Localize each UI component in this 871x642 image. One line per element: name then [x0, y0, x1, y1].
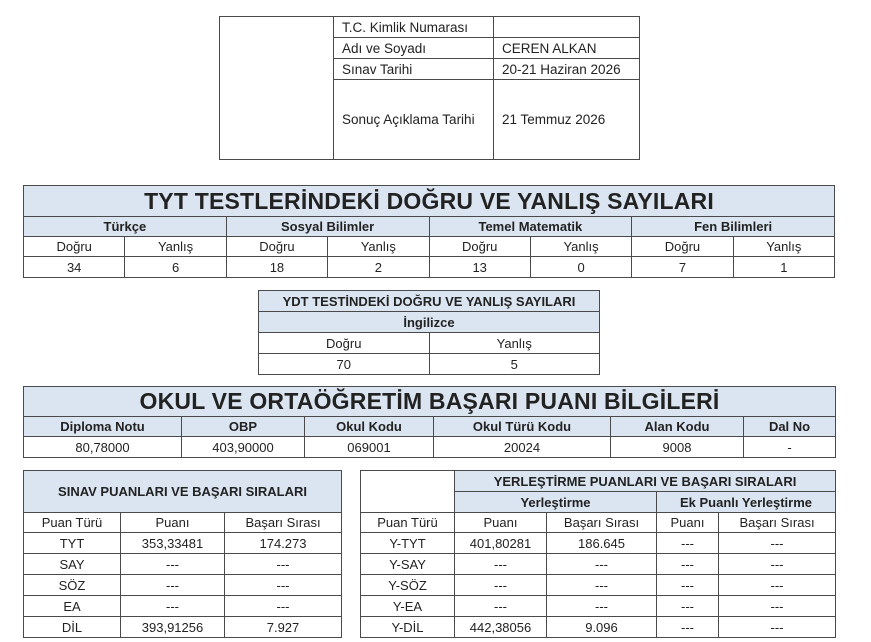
school-value: - — [744, 437, 836, 458]
school-value: 403,90000 — [182, 437, 305, 458]
extra-rank: --- — [719, 533, 836, 554]
identity-value: 21 Temmuz 2026 — [494, 80, 640, 160]
dogru-value: 70 — [259, 354, 430, 375]
school-header: Okul Türü Kodu — [434, 417, 611, 437]
identity-value: CEREN ALKAN — [494, 38, 640, 59]
school-header: Okul Kodu — [305, 417, 434, 437]
photo-placeholder — [220, 17, 334, 160]
placement-type: Y-SÖZ — [361, 575, 455, 596]
yanlis-header: Yanlış — [530, 237, 631, 257]
extra-rank: --- — [719, 575, 836, 596]
placement-header: Başarı Sırası — [547, 513, 657, 533]
dogru-header: Doğru — [259, 333, 430, 354]
dogru-header: Doğru — [632, 237, 733, 257]
ydt-results-table — [258, 290, 600, 375]
school-value: 20024 — [434, 437, 611, 458]
identity-table — [219, 16, 640, 160]
score-rank: --- — [225, 596, 342, 617]
tyt-subject: Sosyal Bilimler — [226, 217, 429, 237]
placement-rank: --- — [547, 575, 657, 596]
dogru-header: Doğru — [24, 237, 125, 257]
extra-score: --- — [657, 617, 719, 638]
exam-scores-table — [23, 470, 342, 638]
score-rank: --- — [225, 575, 342, 596]
extra-score: --- — [657, 554, 719, 575]
score-value: --- — [121, 596, 225, 617]
placement-header: Başarı Sırası — [719, 513, 836, 533]
placement-score: 442,38056 — [455, 617, 547, 638]
tyt-results-table — [23, 185, 835, 278]
yanlis-header: Yanlış — [328, 237, 429, 257]
school-header: OBP — [182, 417, 305, 437]
school-value: 80,78000 — [24, 437, 182, 458]
identity-label: Adı ve Soyadı — [334, 38, 494, 59]
placement-group: Ek Puanlı Yerleştirme — [657, 492, 836, 513]
dogru-value: 34 — [24, 257, 125, 278]
identity-label: Sonuç Açıklama Tarihi — [334, 80, 494, 160]
yanlis-value: 1 — [733, 257, 834, 278]
school-header: Diploma Notu — [24, 417, 182, 437]
tyt-title: TYT TESTLERİNDEKİ DOĞRU VE YANLIŞ SAYILARI — [24, 186, 835, 217]
tyt-subject: Türkçe — [24, 217, 227, 237]
extra-rank: --- — [719, 617, 836, 638]
placement-rank: --- — [547, 554, 657, 575]
yanlis-header: Yanlış — [125, 237, 226, 257]
tyt-subject: Temel Matematik — [429, 217, 632, 237]
placement-group: Yerleştirme — [455, 492, 657, 513]
school-header: Alan Kodu — [611, 417, 744, 437]
placement-empty-corner — [361, 471, 455, 513]
score-header: Puanı — [121, 513, 225, 533]
score-value: 353,33481 — [121, 533, 225, 554]
school-value: 9008 — [611, 437, 744, 458]
ydt-subject: İngilizce — [259, 312, 600, 333]
placement-type: Y-EA — [361, 596, 455, 617]
placement-rank: 9.096 — [547, 617, 657, 638]
school-header: Dal No — [744, 417, 836, 437]
placement-type: Y-TYT — [361, 533, 455, 554]
yanlis-value: 5 — [429, 354, 600, 375]
dogru-value: 13 — [429, 257, 530, 278]
placement-score: 401,80281 — [455, 533, 547, 554]
dogru-header: Doğru — [429, 237, 530, 257]
identity-label: Sınav Tarihi — [334, 59, 494, 80]
school-title: OKUL VE ORTAÖĞRETİM BAŞARI PUANI BİLGİLERİ — [24, 387, 836, 417]
tyt-subject: Fen Bilimleri — [632, 217, 835, 237]
identity-value — [494, 17, 640, 38]
placement-rank: 186.645 — [547, 533, 657, 554]
placement-score: --- — [455, 575, 547, 596]
score-value: --- — [121, 554, 225, 575]
placement-scores-table — [360, 470, 836, 638]
extra-score: --- — [657, 596, 719, 617]
placement-header: Puanı — [455, 513, 547, 533]
dogru-value: 7 — [632, 257, 733, 278]
yanlis-value: 2 — [328, 257, 429, 278]
score-header: Puan Türü — [24, 513, 121, 533]
placement-title: YERLEŞTİRME PUANLARI VE BAŞARI SIRALARI — [455, 471, 836, 492]
score-type: EA — [24, 596, 121, 617]
score-rank: 174.273 — [225, 533, 342, 554]
placement-header: Puanı — [657, 513, 719, 533]
yanlis-header: Yanlış — [733, 237, 834, 257]
placement-score: --- — [455, 596, 547, 617]
extra-score: --- — [657, 533, 719, 554]
extra-rank: --- — [719, 596, 836, 617]
score-rank: --- — [225, 554, 342, 575]
extra-rank: --- — [719, 554, 836, 575]
score-value: --- — [121, 575, 225, 596]
identity-label: T.C. Kimlik Numarası — [334, 17, 494, 38]
yanlis-header: Yanlış — [429, 333, 600, 354]
placement-rank: --- — [547, 596, 657, 617]
exam-scores-title: SINAV PUANLARI VE BAŞARI SIRALARI — [24, 471, 342, 513]
score-rank: 7.927 — [225, 617, 342, 638]
score-type: DİL — [24, 617, 121, 638]
extra-score: --- — [657, 575, 719, 596]
dogru-value: 18 — [226, 257, 327, 278]
dogru-header: Doğru — [226, 237, 327, 257]
score-type: TYT — [24, 533, 121, 554]
placement-type: Y-DİL — [361, 617, 455, 638]
score-type: SAY — [24, 554, 121, 575]
school-info-table — [23, 386, 836, 458]
yanlis-value: 6 — [125, 257, 226, 278]
score-header: Başarı Sırası — [225, 513, 342, 533]
placement-header: Puan Türü — [361, 513, 455, 533]
yanlis-value: 0 — [530, 257, 631, 278]
placement-type: Y-SAY — [361, 554, 455, 575]
school-value: 069001 — [305, 437, 434, 458]
ydt-title: YDT TESTİNDEKİ DOĞRU VE YANLIŞ SAYILARI — [259, 291, 600, 312]
score-type: SÖZ — [24, 575, 121, 596]
score-value: 393,91256 — [121, 617, 225, 638]
placement-score: --- — [455, 554, 547, 575]
identity-value: 20-21 Haziran 2026 — [494, 59, 640, 80]
